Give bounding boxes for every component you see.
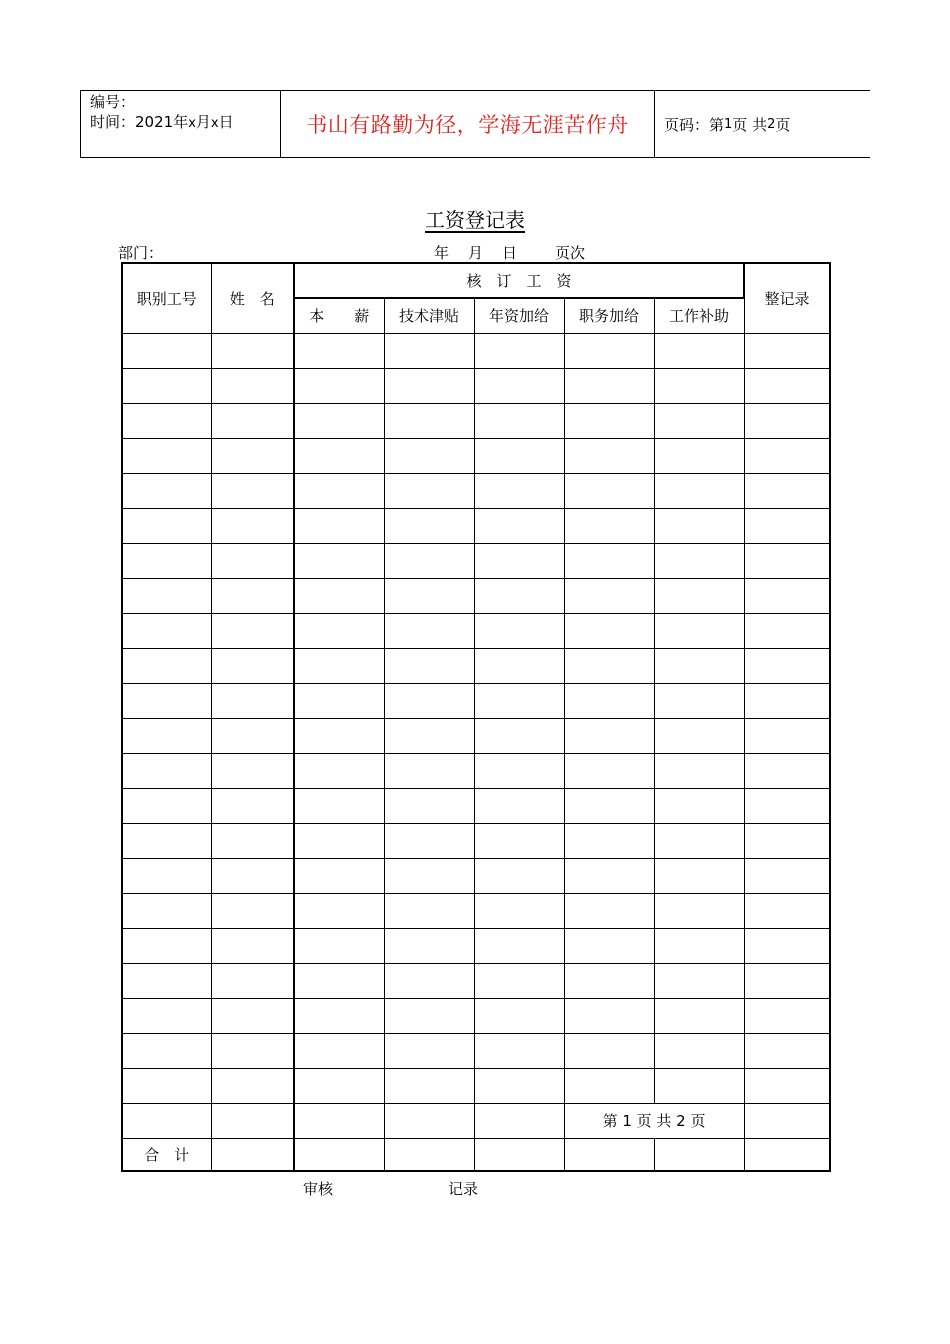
table-cell bbox=[122, 683, 211, 718]
table-cell bbox=[211, 1033, 294, 1068]
header-info-cell bbox=[81, 91, 281, 157]
serial-number-label: 编号： bbox=[90, 93, 136, 111]
table-cell bbox=[474, 508, 564, 543]
table-cell bbox=[294, 823, 384, 858]
table-cell bbox=[384, 1068, 474, 1103]
table-cell bbox=[384, 928, 474, 963]
table-cell bbox=[744, 823, 830, 858]
table-cell bbox=[474, 438, 564, 473]
table-cell bbox=[474, 1068, 564, 1103]
table-cell bbox=[122, 333, 211, 368]
review-label: 审核 bbox=[303, 1180, 334, 1198]
table-cell bbox=[294, 438, 384, 473]
table-cell bbox=[211, 1068, 294, 1103]
col-name-header: 姓 名 bbox=[211, 263, 294, 333]
table-cell bbox=[211, 368, 294, 403]
table-row bbox=[122, 963, 830, 998]
table-cell bbox=[744, 543, 830, 578]
table-cell bbox=[654, 1138, 744, 1171]
table-cell bbox=[122, 928, 211, 963]
table-cell bbox=[122, 578, 211, 613]
table-cell bbox=[654, 893, 744, 928]
table-cell bbox=[384, 788, 474, 823]
page-number-cell bbox=[655, 91, 871, 157]
table-cell bbox=[564, 998, 654, 1033]
table-row bbox=[122, 823, 830, 858]
table-cell bbox=[122, 543, 211, 578]
table-cell bbox=[564, 508, 654, 543]
table-cell bbox=[564, 718, 654, 753]
table-cell bbox=[384, 333, 474, 368]
table-cell bbox=[474, 613, 564, 648]
table-cell bbox=[384, 578, 474, 613]
table-cell bbox=[474, 578, 564, 613]
page-label: 页码：第 bbox=[664, 115, 725, 134]
table-cell bbox=[122, 753, 211, 788]
table-cell bbox=[211, 718, 294, 753]
table-cell bbox=[122, 963, 211, 998]
table-cell bbox=[211, 333, 294, 368]
table-cell bbox=[384, 403, 474, 438]
table-cell bbox=[122, 473, 211, 508]
table-cell bbox=[474, 473, 564, 508]
table-cell bbox=[294, 893, 384, 928]
table-cell bbox=[564, 403, 654, 438]
table-cell bbox=[294, 473, 384, 508]
sub-duty-allowance-header: 职务加给 bbox=[564, 298, 654, 333]
table-cell bbox=[744, 648, 830, 683]
table-cell bbox=[654, 473, 744, 508]
table-row bbox=[122, 1033, 830, 1068]
table-cell bbox=[122, 788, 211, 823]
salary-register-table bbox=[121, 262, 831, 1172]
table-cell bbox=[211, 1138, 294, 1171]
page-of-label: 页 共 bbox=[732, 115, 768, 134]
table-cell bbox=[654, 508, 744, 543]
table-cell bbox=[744, 788, 830, 823]
table-cell bbox=[654, 718, 744, 753]
table-cell bbox=[654, 543, 744, 578]
table-cell bbox=[564, 928, 654, 963]
table-cell bbox=[474, 683, 564, 718]
table-cell bbox=[122, 858, 211, 893]
table-body bbox=[122, 333, 830, 1103]
table-cell bbox=[474, 648, 564, 683]
table-cell bbox=[294, 998, 384, 1033]
table-cell bbox=[474, 403, 564, 438]
total-row bbox=[122, 1138, 830, 1171]
table-cell bbox=[564, 893, 654, 928]
date-day-label: 日 bbox=[502, 244, 518, 262]
motto-cell bbox=[281, 91, 655, 157]
date-year-label: 年 bbox=[434, 244, 450, 262]
table-cell bbox=[294, 1033, 384, 1068]
table-cell bbox=[294, 858, 384, 893]
table-row bbox=[122, 368, 830, 403]
table-row bbox=[122, 858, 830, 893]
table-row bbox=[122, 333, 830, 368]
time-year-char: 年 bbox=[173, 113, 189, 131]
col-adjust-header: 整记录 bbox=[744, 263, 830, 333]
table-cell bbox=[294, 928, 384, 963]
table-cell bbox=[384, 963, 474, 998]
table-cell bbox=[654, 998, 744, 1033]
page-order-label: 页次 bbox=[555, 244, 586, 262]
table-cell bbox=[744, 1103, 830, 1138]
table-cell bbox=[744, 753, 830, 788]
table-cell bbox=[474, 718, 564, 753]
table-cell bbox=[384, 858, 474, 893]
table-cell bbox=[384, 753, 474, 788]
table-cell bbox=[744, 683, 830, 718]
table-cell bbox=[654, 1068, 744, 1103]
record-label: 记录 bbox=[448, 1180, 479, 1198]
table-cell bbox=[384, 998, 474, 1033]
table-cell bbox=[294, 578, 384, 613]
table-cell bbox=[384, 718, 474, 753]
time-day-value: x bbox=[210, 116, 219, 131]
table-cell bbox=[122, 613, 211, 648]
table-cell bbox=[211, 823, 294, 858]
table-cell bbox=[744, 998, 830, 1033]
table-cell bbox=[564, 438, 654, 473]
table-cell bbox=[211, 508, 294, 543]
table-cell bbox=[122, 893, 211, 928]
table-cell bbox=[654, 368, 744, 403]
table-cell bbox=[744, 438, 830, 473]
table-cell bbox=[654, 683, 744, 718]
table-cell bbox=[294, 1103, 384, 1138]
table-cell bbox=[654, 753, 744, 788]
table-cell bbox=[564, 1068, 654, 1103]
table-cell bbox=[564, 613, 654, 648]
table-cell bbox=[744, 718, 830, 753]
table-cell bbox=[564, 1138, 654, 1171]
table-cell bbox=[122, 1103, 211, 1138]
table-cell bbox=[211, 473, 294, 508]
table-cell bbox=[474, 753, 564, 788]
table-cell bbox=[211, 543, 294, 578]
time-month-char: 月 bbox=[195, 113, 211, 131]
table-row bbox=[122, 438, 830, 473]
table-cell bbox=[564, 858, 654, 893]
table-cell bbox=[744, 333, 830, 368]
table-row bbox=[122, 508, 830, 543]
table-cell bbox=[384, 1103, 474, 1138]
table-cell bbox=[654, 403, 744, 438]
table-cell bbox=[474, 333, 564, 368]
table-cell bbox=[744, 893, 830, 928]
table-cell bbox=[384, 508, 474, 543]
sub-base-salary-header: 本 薪 bbox=[294, 298, 384, 333]
table-cell bbox=[211, 403, 294, 438]
motto-text: 书山有路勤为径，学海无涯苦作舟 bbox=[306, 113, 629, 137]
table-cell bbox=[211, 893, 294, 928]
table-cell bbox=[211, 998, 294, 1033]
table-cell bbox=[564, 473, 654, 508]
table-row bbox=[122, 473, 830, 508]
table-cell bbox=[744, 1033, 830, 1068]
time-line bbox=[90, 112, 280, 134]
table-cell bbox=[211, 1103, 294, 1138]
table-cell bbox=[294, 683, 384, 718]
time-month-value: x bbox=[188, 116, 196, 131]
table-cell bbox=[384, 543, 474, 578]
table-cell bbox=[654, 788, 744, 823]
time-prefix: 时间：2021 bbox=[90, 113, 174, 131]
table-cell bbox=[384, 368, 474, 403]
table-row bbox=[122, 928, 830, 963]
table-cell bbox=[294, 1068, 384, 1103]
table-cell bbox=[654, 823, 744, 858]
sub-work-subsidy-header: 工作补助 bbox=[654, 298, 744, 333]
table-cell bbox=[654, 928, 744, 963]
page-total: 2 bbox=[767, 116, 776, 132]
table-cell bbox=[564, 368, 654, 403]
table-cell bbox=[744, 368, 830, 403]
table-cell bbox=[564, 753, 654, 788]
table-row bbox=[122, 788, 830, 823]
table-cell bbox=[654, 963, 744, 998]
table-cell bbox=[474, 543, 564, 578]
table-cell bbox=[122, 1068, 211, 1103]
table-cell bbox=[564, 788, 654, 823]
table-cell bbox=[211, 753, 294, 788]
table-cell bbox=[744, 578, 830, 613]
table-cell bbox=[564, 683, 654, 718]
table-cell bbox=[384, 438, 474, 473]
table-row bbox=[122, 613, 830, 648]
table-cell bbox=[384, 1033, 474, 1068]
table-row bbox=[122, 718, 830, 753]
table-cell bbox=[294, 1138, 384, 1171]
table-cell bbox=[122, 508, 211, 543]
table-cell bbox=[294, 648, 384, 683]
table-cell bbox=[211, 438, 294, 473]
table-cell bbox=[474, 788, 564, 823]
table-cell bbox=[744, 473, 830, 508]
table-cell bbox=[384, 613, 474, 648]
table-cell bbox=[744, 1068, 830, 1103]
table-cell bbox=[474, 928, 564, 963]
table-cell bbox=[564, 333, 654, 368]
table-cell bbox=[654, 578, 744, 613]
date-month-label: 月 bbox=[468, 244, 484, 262]
table-cell bbox=[294, 403, 384, 438]
table-cell bbox=[564, 963, 654, 998]
table-cell bbox=[654, 858, 744, 893]
approved-salary-group-header: 核 订 工 资 bbox=[294, 263, 744, 298]
table-cell bbox=[211, 928, 294, 963]
table-cell bbox=[474, 1138, 564, 1171]
col-staff-id-header: 职别工号 bbox=[122, 263, 211, 333]
table-cell bbox=[384, 823, 474, 858]
table-cell bbox=[474, 368, 564, 403]
table-cell bbox=[654, 333, 744, 368]
table-cell bbox=[654, 648, 744, 683]
table-cell bbox=[474, 823, 564, 858]
table-cell bbox=[294, 368, 384, 403]
table-cell bbox=[384, 1138, 474, 1171]
table-cell bbox=[744, 508, 830, 543]
table-row bbox=[122, 648, 830, 683]
table-cell bbox=[211, 613, 294, 648]
table-cell bbox=[122, 823, 211, 858]
table-cell bbox=[211, 963, 294, 998]
document-header bbox=[80, 90, 870, 158]
table-cell bbox=[474, 998, 564, 1033]
time-day-char: 日 bbox=[218, 113, 234, 131]
sub-tech-allowance-header: 技术津贴 bbox=[384, 298, 474, 333]
table-cell bbox=[564, 578, 654, 613]
table-row bbox=[122, 403, 830, 438]
table-cell bbox=[564, 1033, 654, 1068]
table-cell bbox=[211, 578, 294, 613]
table-row bbox=[122, 1068, 830, 1103]
table-cell bbox=[384, 893, 474, 928]
table-cell bbox=[474, 893, 564, 928]
table-cell bbox=[122, 648, 211, 683]
table-cell bbox=[294, 333, 384, 368]
total-label: 合 计 bbox=[122, 1138, 211, 1171]
table-cell bbox=[294, 718, 384, 753]
table-cell bbox=[211, 788, 294, 823]
table-cell bbox=[122, 718, 211, 753]
table-page-footer: 第 1 页 共 2 页 bbox=[564, 1103, 744, 1138]
table-cell bbox=[474, 858, 564, 893]
sub-seniority-header: 年资加给 bbox=[474, 298, 564, 333]
header-row-1 bbox=[122, 263, 830, 298]
table-cell bbox=[122, 438, 211, 473]
table-row bbox=[122, 578, 830, 613]
table-cell bbox=[744, 403, 830, 438]
table-cell bbox=[744, 963, 830, 998]
table-cell bbox=[384, 648, 474, 683]
table-cell bbox=[211, 858, 294, 893]
table-cell bbox=[384, 473, 474, 508]
table-cell bbox=[294, 753, 384, 788]
table-cell bbox=[211, 683, 294, 718]
table-cell bbox=[654, 438, 744, 473]
page-current: 1 bbox=[724, 116, 733, 132]
table-row bbox=[122, 998, 830, 1033]
table-cell bbox=[122, 368, 211, 403]
table-cell bbox=[564, 648, 654, 683]
department-label: 部门： bbox=[118, 244, 164, 262]
table-cell bbox=[294, 788, 384, 823]
table-cell bbox=[294, 508, 384, 543]
table-cell bbox=[122, 998, 211, 1033]
table-cell bbox=[474, 963, 564, 998]
table-cell bbox=[654, 613, 744, 648]
table-cell bbox=[294, 543, 384, 578]
table-cell bbox=[564, 823, 654, 858]
table-cell bbox=[122, 1033, 211, 1068]
table-cell bbox=[744, 613, 830, 648]
table-cell bbox=[654, 1033, 744, 1068]
table-row bbox=[122, 893, 830, 928]
table-cell bbox=[294, 613, 384, 648]
table-row bbox=[122, 753, 830, 788]
table-cell bbox=[122, 403, 211, 438]
table-cell bbox=[744, 858, 830, 893]
table-cell bbox=[474, 1033, 564, 1068]
table-cell bbox=[744, 1138, 830, 1171]
table-cell bbox=[294, 963, 384, 998]
table-cell bbox=[211, 648, 294, 683]
table-row bbox=[122, 683, 830, 718]
table-cell bbox=[744, 928, 830, 963]
table-cell bbox=[474, 1103, 564, 1138]
table-cell bbox=[384, 683, 474, 718]
table-cell bbox=[564, 543, 654, 578]
form-title: 工资登记表 bbox=[425, 208, 525, 232]
table-row bbox=[122, 543, 830, 578]
table-row bbox=[122, 1103, 830, 1138]
page-suffix: 页 bbox=[775, 115, 791, 134]
